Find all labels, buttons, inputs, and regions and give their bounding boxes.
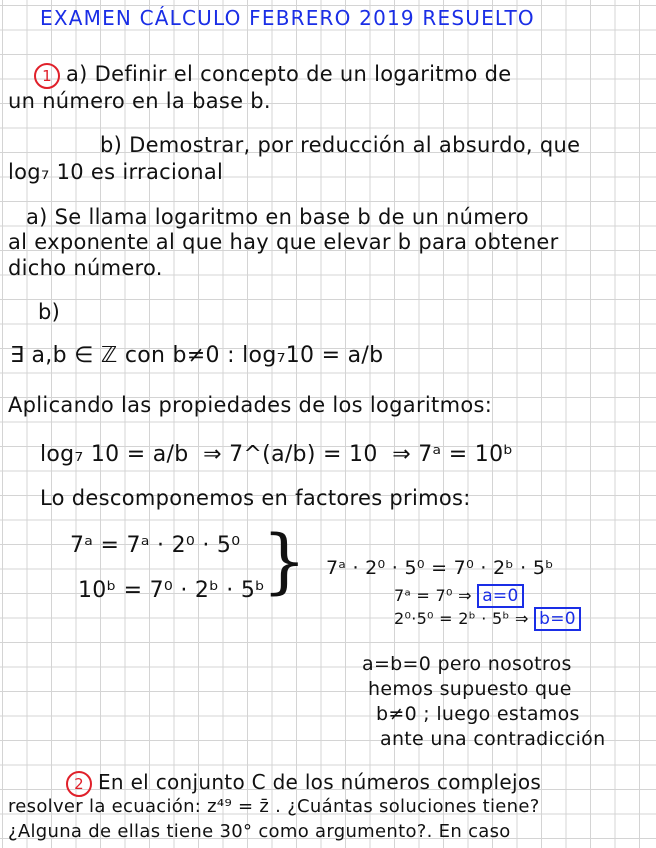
comparison-1 xyxy=(394,584,524,608)
answer-a-line-1: a) Se llama logaritmo en base b de un número xyxy=(26,205,529,229)
problem-1a-text: a) Definir el concepto de un logaritmo de xyxy=(66,62,512,86)
factor-line: Lo descomponemos en factores primos: xyxy=(40,486,471,510)
comparison-2 xyxy=(394,607,581,631)
page-title: EXAMEN CÁLCULO FEBRERO 2019 RESUELTO xyxy=(40,6,535,30)
problem-2-text: En el conjunto C de los números complejos xyxy=(98,770,542,794)
factorization-1: 7ᵃ = 7ᵃ · 2⁰ · 5⁰ xyxy=(70,533,241,558)
answer-a-line-2: al exponente al que hay que elevar b para obtener xyxy=(8,230,559,254)
conclusion-1: a=b=0 pero nosotros xyxy=(362,653,572,675)
comparison-1-text: 7ᵃ = 7⁰ ⇒ xyxy=(394,586,472,605)
problem-1b-text-2: log₇ 10 es irracional xyxy=(8,160,224,184)
equation-line xyxy=(40,442,513,467)
apply-properties-line: Aplicando las propiedades de los logaritmos: xyxy=(8,393,493,417)
equation-middle: ⇒ 7^(a/b) = 10 xyxy=(203,442,378,467)
problem-2-line-1 xyxy=(66,770,541,797)
result-box-a: a=0 xyxy=(477,584,523,608)
problem-2-line-3: ¿Alguna de ellas tiene 30° como argumento?. En caso xyxy=(8,821,511,842)
assumption-line: ∃ a,b ∈ ℤ con b≠0 : log₇10 = a/b xyxy=(10,343,384,368)
conclusion-3: b≠0 ; luego estamos xyxy=(376,703,580,725)
combined-equation: 7ᵃ · 2⁰ · 5⁰ = 7⁰ · 2ᵇ · 5ᵇ xyxy=(326,557,554,579)
equation-left: log₇ 10 = a/b xyxy=(40,442,189,467)
problem-number-badge: 2 xyxy=(66,771,92,797)
problem-number-badge: 1 xyxy=(34,63,60,89)
equation-right: ⇒ 7ᵃ = 10ᵇ xyxy=(392,442,514,467)
answer-a-line-3: dicho número. xyxy=(8,256,163,280)
result-box-b: b=0 xyxy=(534,607,581,631)
problem-2-line-2: resolver la ecuación: z⁴⁹ = z̄ . ¿Cuántas soluciones tiene? xyxy=(8,796,540,817)
problem-1a-text-2: un número en la base b. xyxy=(8,89,271,113)
problem-1-line-1 xyxy=(34,62,512,89)
factorization-2: 10ᵇ = 7⁰ · 2ᵇ · 5ᵇ xyxy=(78,578,265,603)
problem-1b-text: b) Demostrar, por reducción al absurdo, que xyxy=(100,133,581,157)
conclusion-4: ante una contradicción xyxy=(380,728,606,750)
answer-b-label: b) xyxy=(38,300,61,324)
right-brace: } xyxy=(262,520,307,602)
conclusion-2: hemos supuesto que xyxy=(368,678,572,700)
comparison-2-text: 2⁰·5⁰ = 2ᵇ · 5ᵇ ⇒ xyxy=(394,609,529,628)
